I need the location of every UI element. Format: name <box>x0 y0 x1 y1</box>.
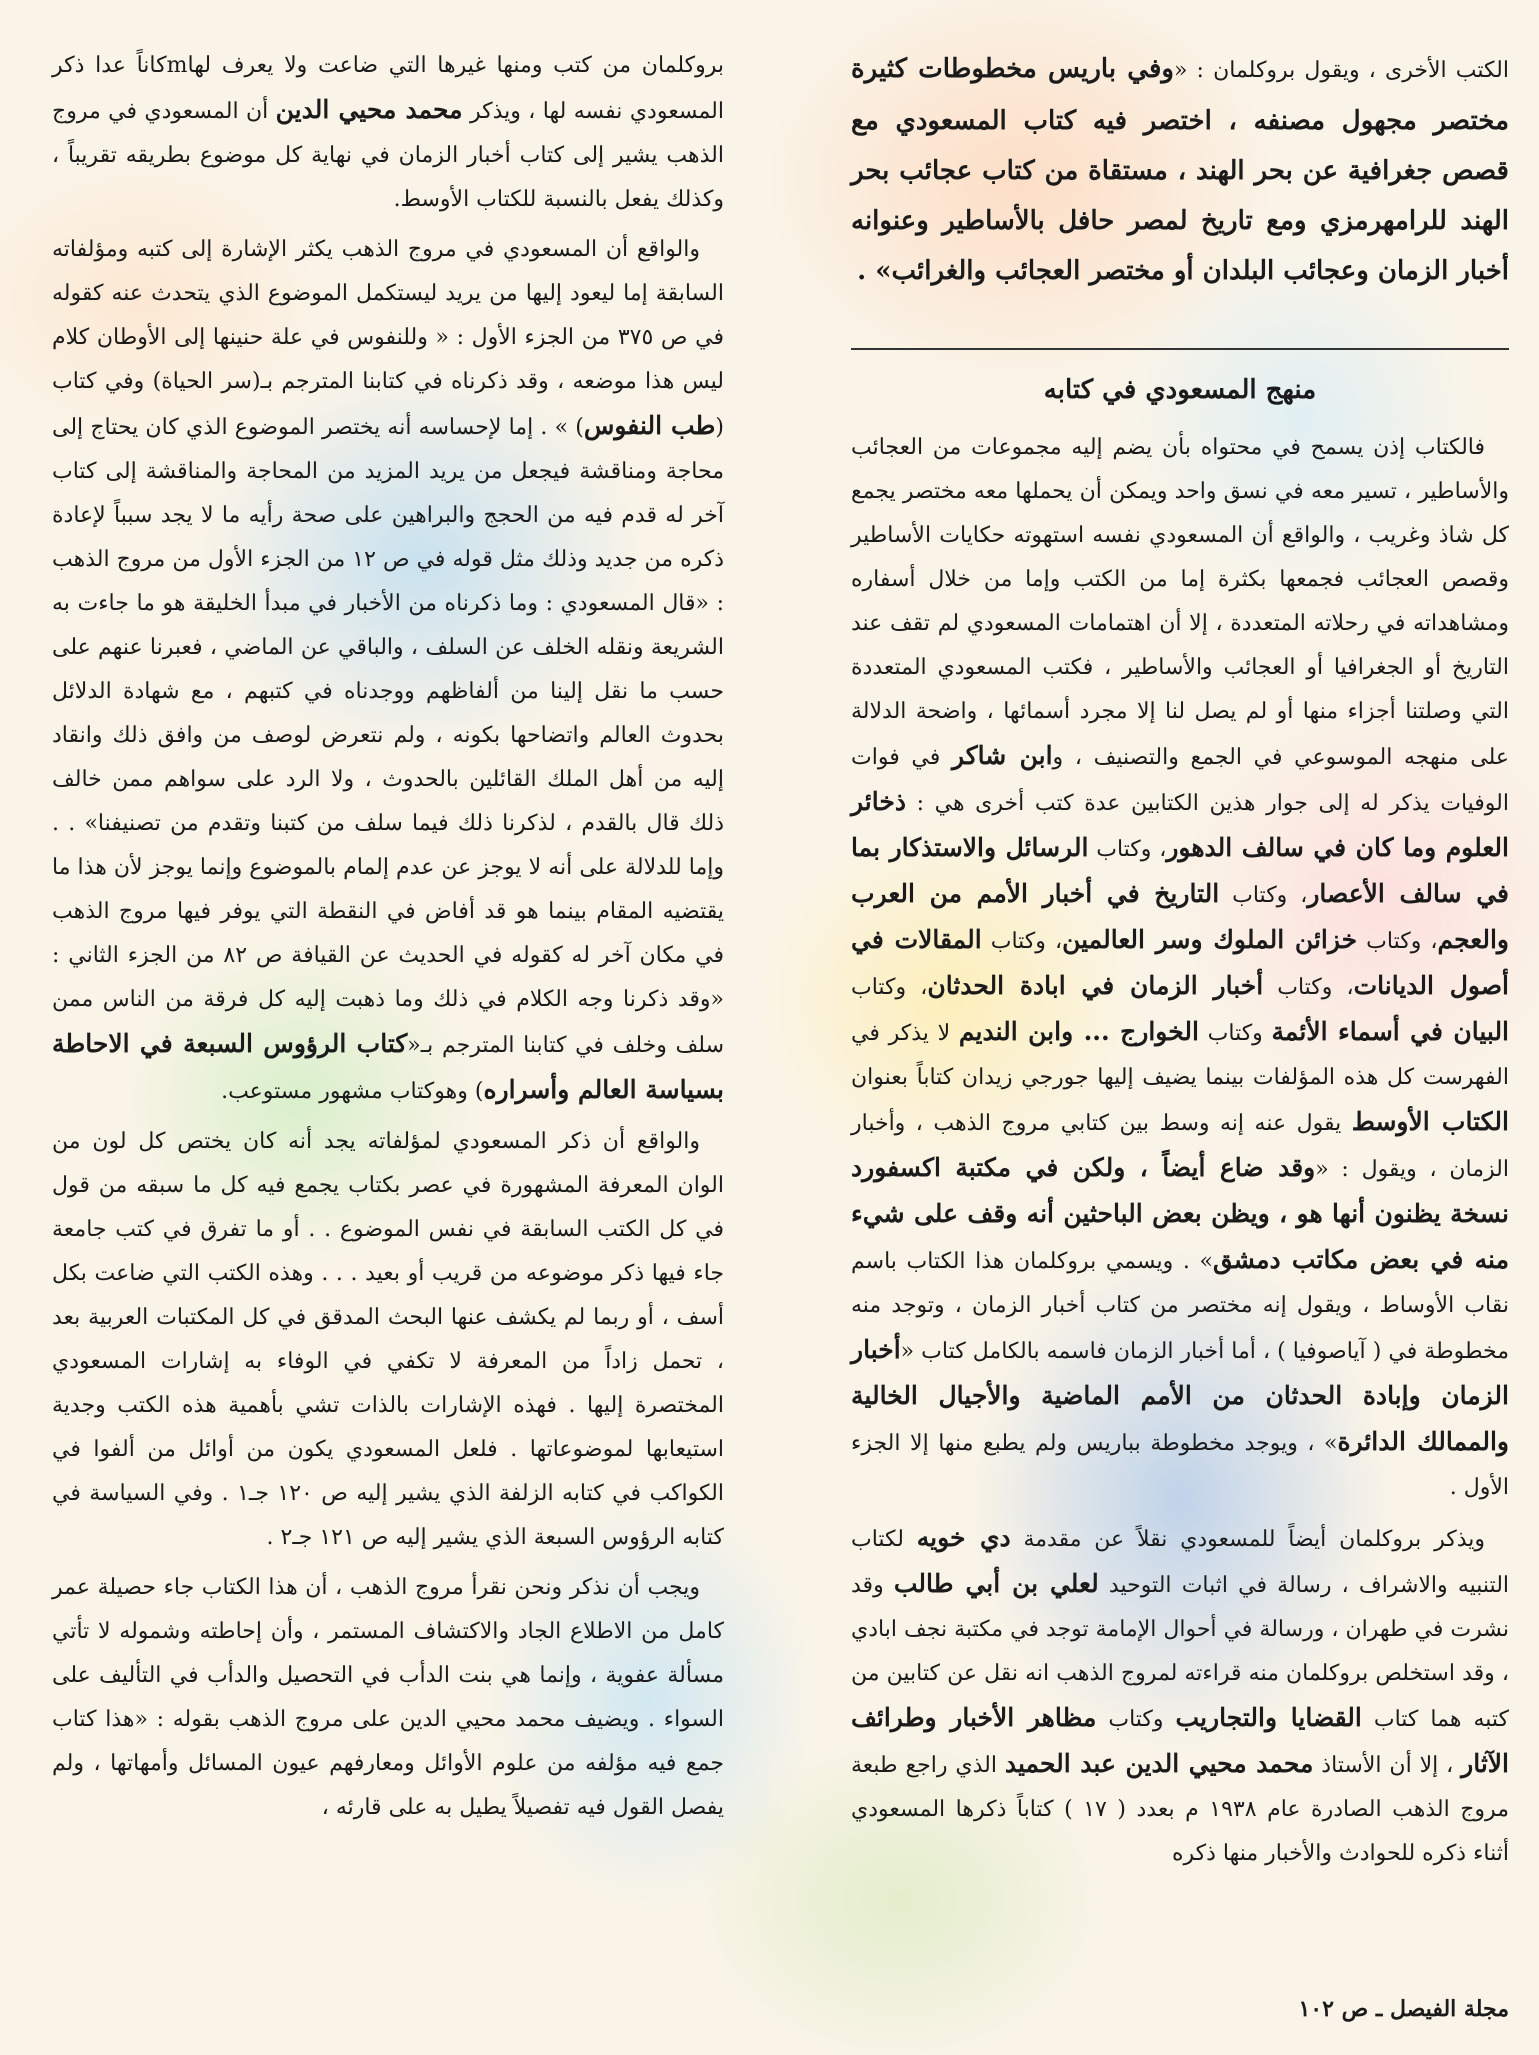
book-title: أخبار الزمان وإبادة الحدثان من الأمم الماضية والأجيال الخالية والممالك الدائرة <box>851 1335 1510 1456</box>
intro-quote-close: » . <box>857 256 892 286</box>
book-title: القضايا والتجاريب <box>1175 1703 1362 1732</box>
text-run: وكتاب <box>1096 1707 1176 1732</box>
text-run: ، وكتاب <box>981 929 1063 954</box>
text-run: ، وكتاب <box>1219 883 1308 908</box>
text-run: لا يذكر في الفهرست كل هذه المؤلفات بينما يضيف إليها جورجي زيدان كتاباً بعنوان <box>851 1021 1509 1090</box>
text-run: وكتاب <box>1198 1021 1272 1046</box>
text-run: ، وكتاب <box>1357 929 1438 954</box>
text-run: والواقع أن ذكر المسعودي لمؤلفاته يجد أنه كان يختص كل لون من الوان المعرفة المشهورة في عصر بكتاب يجمع فيه كل ما سبقه من قول في كل الكتب السابقة في نفس الموضوع . . أو ما تفرق في كتب جامعة جاء فيها ذكر موضوعه من قريب أو بعيد . . . وهذه الكتب التي ضاعت بكل أسف ، أو ربما لم يكشف عنها البحث المدقق في كل المكتبات العربية بعد ، تحمل زاداً من المعرفة لا تكفي في الوفاء به إشارات المسعودي المختصرة إليها . فهذه الإشارات بالذات تشي بأهمية هذه الكتب وجدية استيعابها لموضوعاتها . فلعل المسعودي يكون من أوائل من ألفوا في الكواكب في كتابه الزلفة الذي يشير إليه ص ١٢٠ جـ١ . وفي السياسة في كتابه الرؤوس السبعة الذي يشير إليه ص ١٢١ جـ٢ . <box>52 1129 724 1550</box>
book-title: الخوارج ... وابن النديم <box>958 1017 1199 1046</box>
text-run: في فوات الوفيات يذكر له إلى جوار هذين الكتابين عدة كتب أخرى هي : <box>851 745 1509 816</box>
book-title: خزائن الملوك وسر العالمين <box>1062 925 1358 954</box>
text-run: أن المسعودي في مروج الذهب يشير إلى كتاب أخبار الزمان في نهاية كل موضوع بطريقه تقريباً ، وكذلك يفعل بالنسبة للكتاب الأوسط. <box>52 99 724 212</box>
brockelmann-paragraph <box>851 1516 1509 1876</box>
intro-text: الكتب الأخرى ، ويقول بروكلمان : « <box>1173 58 1509 83</box>
method-paragraph <box>851 426 1509 1510</box>
continuation-paragraph <box>52 44 724 222</box>
book-title: مظاهر الأخبار وطرائف الآثار <box>851 1703 1509 1778</box>
references-paragraph <box>52 228 724 1114</box>
book-title: الكتاب الأوسط <box>1351 1107 1509 1136</box>
text-run: ، وكتاب <box>1088 837 1167 862</box>
intro-bold-quote: وفي باريس مخطوطات كثيرة مختصر مجهول مصنفه ، اختصر فيه كتاب المسعودي مع قصص جغرافية عن بحر الهند ، مستقاة من كتاب عجائب بحر الهند للرامهرمزي ومع تاريخ لمصر حافل بالأساطير وعنوانه أخبار الزمان وعجائب البلدان أو مختصر العجائب والغرائب <box>851 54 1509 286</box>
text-run: » . <box>1182 1249 1213 1274</box>
intro-paragraph <box>851 44 1509 296</box>
book-title: البيان في أسماء الأئمة <box>1271 1017 1510 1046</box>
text-run: ، وكتاب <box>1263 975 1354 1000</box>
closing-paragraph <box>52 1566 724 1830</box>
bold-term: ابن شاكر <box>951 741 1053 770</box>
text-run: » ، ويوجد مخطوطة بباريس ولم يطبع منها إلا الجزء الأول . <box>851 1431 1509 1500</box>
bold-name: لعلي بن أبي طالب <box>893 1569 1099 1598</box>
text-run: وقد نشرت في طهران ، ورسالة في أحوال الإمامة توجد في مكتبة نجف ابادي ، وقد استخلص بروكلمان منه قراءته لمروج الذهب انه نقل عن كتابين من كتبه هما كتاب <box>851 1573 1509 1732</box>
text-run: ويسمي بروكلمان هذا الكتاب باسم نقاب الأوساط ، ويقول إنه مختصر من كتاب أخبار الزمان ، وتوجد منه مخطوطة في ( آياصوفيا ) ، أما أخبار الزمان فاسمه بالكامل كتاب « <box>851 1249 1509 1364</box>
book-title: طب النفوس <box>583 411 716 440</box>
book-title: أخبار الزمان في ابادة الحدثان <box>927 971 1264 1000</box>
text-run: يقول عنه إنه وسط بين كتابي مروج الذهب ، وأخبار الزمان ، ويقول : « <box>851 1111 1509 1182</box>
bold-quote: وقد ضاع أيضاً ، ولكن في مكتبة اكسفورد نسخة يظنون أنها هو ، ويظن بعض الباحثين أنه وقف على شيء منه في بعض مكاتب دمشق <box>851 1153 1509 1274</box>
text-run: ، وكتاب <box>851 975 928 1000</box>
right-column <box>851 44 1509 1882</box>
text-run: ) وهوكتاب مشهور مستوعب. <box>221 1079 484 1104</box>
page-footer: مجلة الفيصل ـ ص ١٠٢ <box>1298 1996 1509 2022</box>
bold-name: محمد محيي الدين عبد الحميد <box>1004 1749 1314 1778</box>
text-run: لكتاب التنبيه والاشراف ، رسالة في اثبات التوحيد <box>851 1527 1510 1598</box>
book-title: المقالات في أصول الديانات <box>851 925 1510 1000</box>
section-divider <box>851 348 1509 350</box>
text-run: ويجب أن نذكر ونحن نقرأ مروج الذهب ، أن هذا الكتاب جاء حصيلة عمر كامل من الاطلاع الجاد والاكتشاف المستمر ، وأن إحاطته وشموله لا تأتي مسألة عفوية ، وإنما هي بنت الدأب في التحصيل والدأب في التأليف على السواء . ويضيف محمد محيي الدين على مروج الذهب بقوله : «هذا كتاب جمع فيه مؤلفه من علوم الأوائل ومعارفهم عيون المسائل وأمهاتها ، ولم يفصل القول فيه تفصيلاً يطيل به على قارئه ، <box>52 1575 724 1820</box>
text-run: بروكلمان من كتب ومنها غيرها التي ضاعت ولا يعرف لهاmكاناً عدا ذكر المسعودي نفسه لها ، ويذكر <box>52 53 725 124</box>
book-title: ذخائر العلوم وما كان في سالف الدهور <box>851 787 1509 862</box>
text-run: ويذكر بروكلمان أيضاً للمسعودي نقلاً عن مقدمة <box>1010 1527 1485 1552</box>
text-run: الذي راجع طبعة مروج الذهب الصادرة عام ١٩٣٨ م بعدد ( ١٧ ) كتاباً ذكرها المسعودي أثناء ذكره للحوادث والأخبار منها ذكره <box>851 1753 1509 1866</box>
text-run: ) » . إما لإحساسه أنه يختصر الموضوع الذي كان يحتاج إلى محاجة ومناقشة فيجعل من يريد المزيد من المحاجة والمناقشة إلى كتاب آخر له قدم فيه من الحجج والبراهين على صحة رأيه ما لا يجد سبباً لإعادة ذكره من جديد وذلك مثل قوله في ص ١٢ من الجزء الأول من مروج الذهب : «قال المسعودي : وما ذكرناه من الأخبار في مبدأ الخليقة هو ما جاءت به الشريعة ونقله الخلف عن السلف ، والباقي عن الماضي ، فعبرنا عنهم على حسب ما نقل إلينا من ألفاظهم ووجدناه في كتبهم ، مع شهادة الدلائل بحدوث العالم واتضاحها بكونه ، ولم نتعرض لوصف من وافق ذلك وانقاد إليه من أهل الملك القائلين بالحدوث ، ولا الرد على سواهم ممن خالف ذلك قال بالقدم ، لذكرنا ذلك فيما سلف من كتبنا وتقدم من تصنيفنا» . . وإما للدلالة على أنه لا يوجز عن عدم إلمام بالموضوع وإنما يوجز لأن هذا ما يقتضيه المقام بينما هو قد أفاض في النقطة التي يوفر فيها مروج الذهب في مكان آخر له كقوله في الحديث عن القيافة ص ٨٢ من الجزء الثاني : «وقد ذكرنا وجه الكلام في ذلك وما ذهبت إليه كل فرقة من الناس ممن سلف وخلف في كتابنا المترجم بـ« <box>52 415 724 1058</box>
bold-name: محمد محيي الدين <box>275 95 463 124</box>
book-title: كتاب الرؤوس السبعة في الاحاطة بسياسة العالم وأسراره <box>52 1029 724 1104</box>
left-column <box>52 44 724 1836</box>
bold-name: دي خويه <box>916 1523 1011 1552</box>
knowledge-paragraph <box>52 1120 724 1560</box>
text-run: ، إلا أن الأستاذ <box>1313 1753 1462 1778</box>
text-run: والواقع أن المسعودي في مروج الذهب يكثر الإشارة إلى كتبه ومؤلفاته السابقة إما ليعود إليها من يريد ليستكمل الموضوع الذي يتحدث عنه كقوله في ص ٣٧٥ من الجزء الأول : « وللنفوس في علة حنينها إلى الأوطان كلام ليس هذا موضعه ، وقد ذكرناه في كتابنا المترجم بـ(سر الحياة) وفي كتاب ( <box>52 237 725 440</box>
text-run: فالكتاب إذن يسمح في محتواه بأن يضم إليه مجموعات من العجائب والأساطير ، تسير معه في نسق واحد ويمكن أن يحملها معه مختصر يجمع كل شاذ وغريب ، والواقع أن المسعودي نفسه استهوته حكايات الأساطير وقصص العجائب فجمعها بكثرة إما من الكتب وإما من خلال أسفاره ومشاهداته في رحلاته المتعددة ، إلا أن اهتمامات المسعودي لم تقف عند التاريخ أو الجغرافيا أو العجائب والأساطير ، فكتب المسعودي المتعددة التي وصلتنا أجزاء منها أو لم يصل لنا إلا مجرد أسمائها ، واضحة الدلالة على منهجه الموسوعي في الجمع والتصنيف ، و <box>851 435 1510 770</box>
book-title: التاريخ في أخبار الأمم من العرب والعجم <box>851 879 1509 954</box>
section-heading: منهج المسعودي في كتابه <box>1043 375 1317 405</box>
book-title: الرسائل والاستذكار بما في سالف الأعصار <box>851 833 1509 908</box>
